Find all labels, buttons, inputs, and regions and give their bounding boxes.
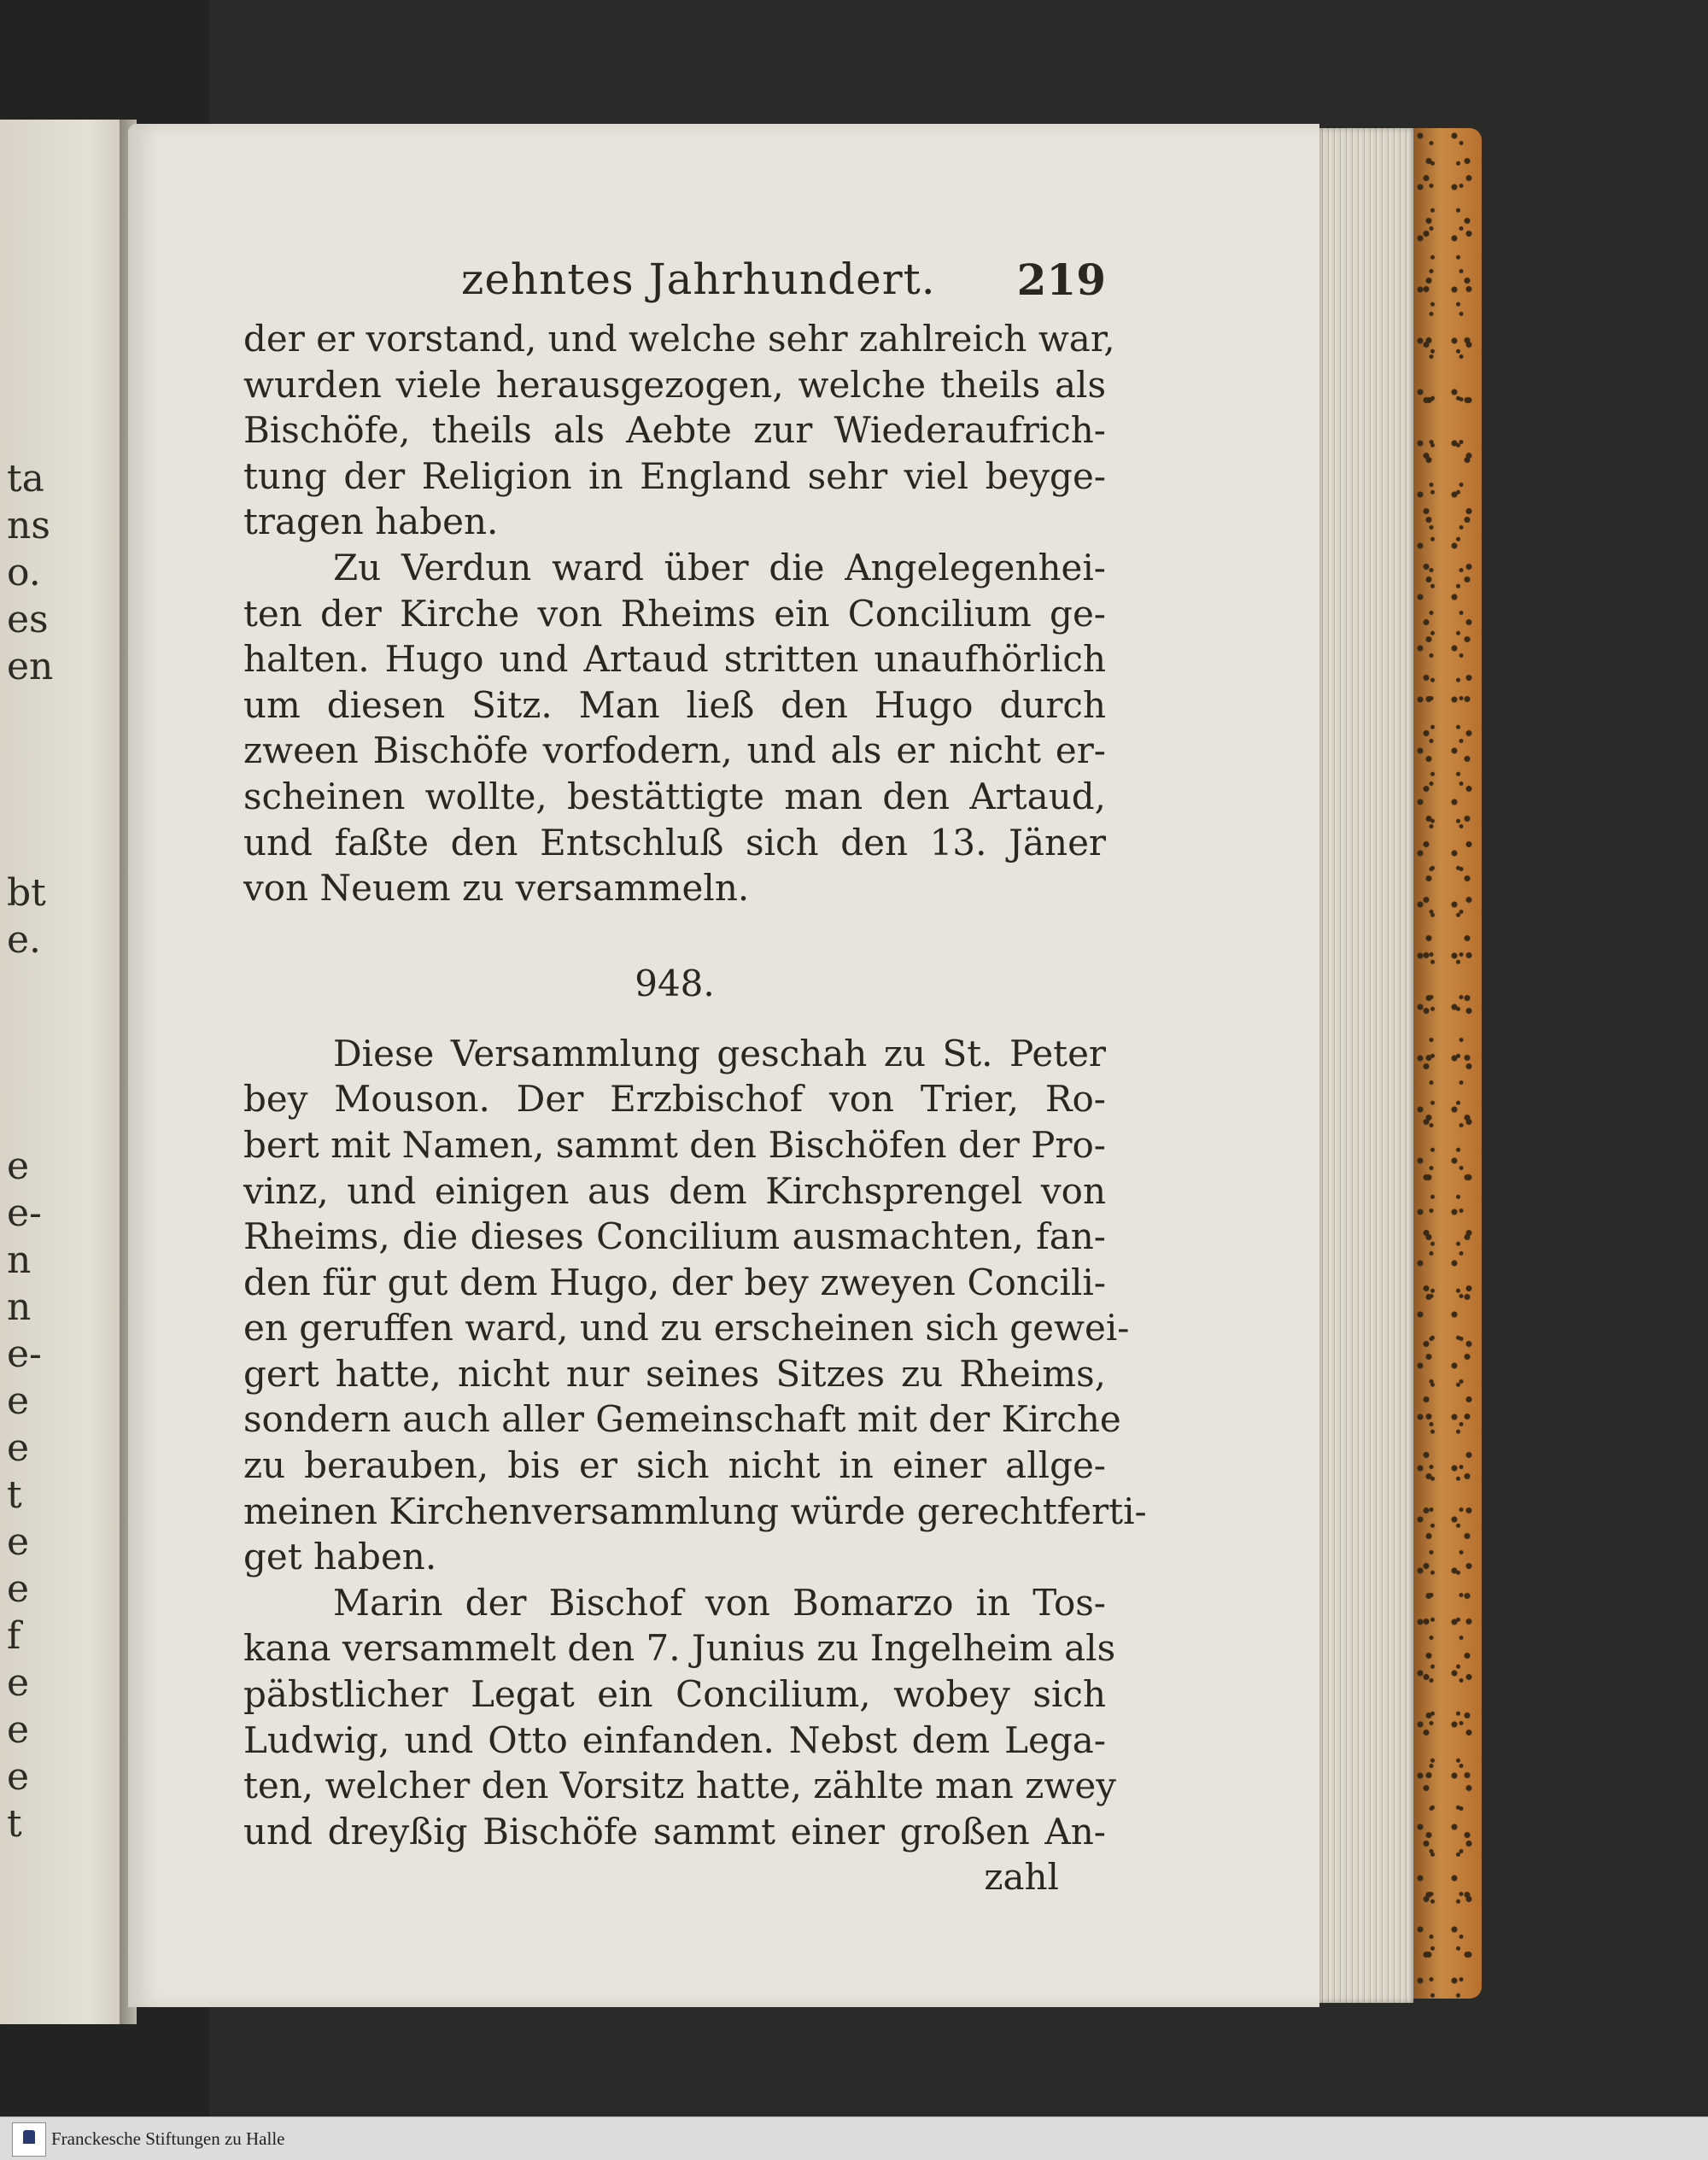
marbled-cover-edge bbox=[1413, 128, 1482, 1999]
left-fragment: e- bbox=[7, 1332, 42, 1376]
left-facing-page bbox=[0, 120, 128, 2024]
text-line: bey Mouson. Der Erzbischof von Trier, Ro- bbox=[243, 1078, 1106, 1121]
left-fragment: es bbox=[7, 598, 49, 641]
left-fragment: bt bbox=[7, 871, 46, 915]
text-line: Ludwig, und Otto einfanden. Nebst dem Lega- bbox=[243, 1718, 1106, 1761]
text-line: um diesen Sitz. Man ließ den Hugo durch bbox=[243, 683, 1106, 726]
text-line: en geruffen ward, und zu erscheinen sich gewei- bbox=[243, 1307, 1130, 1349]
paragraph-2 bbox=[243, 545, 1106, 911]
page-number: 219 bbox=[1016, 255, 1106, 305]
left-fragment: n bbox=[7, 1238, 32, 1282]
left-fragment: ta bbox=[7, 457, 44, 500]
left-page-text-fragments bbox=[0, 120, 128, 2024]
text-line: sondern auch aller Gemeinschaft mit der Kirche bbox=[243, 1398, 1121, 1441]
text-line: Marin der Bischof von Bomarzo in Tos- bbox=[333, 1581, 1106, 1624]
left-fragment: e- bbox=[7, 1191, 42, 1235]
left-fragment: e bbox=[7, 1144, 30, 1188]
text-line: bert mit Namen, sammt den Bischöfen der Pro- bbox=[243, 1123, 1106, 1166]
text-line: scheinen wollte, bestättigte man den Artaud, bbox=[243, 775, 1106, 817]
text-line: päbstlicher Legat ein Concilium, wobey sich bbox=[243, 1673, 1106, 1716]
text-line: von Neuem zu versammeln. bbox=[243, 867, 750, 910]
left-fragment: e bbox=[7, 1520, 30, 1564]
text-line: gert hatte, nicht nur seines Sitzes zu Rheims, bbox=[243, 1352, 1106, 1395]
left-fragment: t bbox=[7, 1473, 22, 1517]
footer-institution-name: Franckesche Stiftungen zu Halle bbox=[51, 2128, 285, 2149]
left-fragment: e. bbox=[7, 918, 42, 962]
running-head-title: zehntes Jahrhundert. bbox=[461, 255, 936, 304]
text-line: Rheims, die dieses Concilium ausmachten, fan- bbox=[243, 1215, 1106, 1258]
text-line: get haben. bbox=[243, 1536, 437, 1578]
left-fragment: e bbox=[7, 1426, 30, 1470]
page-text-block bbox=[243, 248, 1147, 1900]
left-fragment: e bbox=[7, 1661, 30, 1705]
footer-bar bbox=[0, 2116, 1708, 2160]
text-line: den für gut dem Hugo, der bey zweyen Concili- bbox=[243, 1261, 1106, 1303]
text-line: tung der Religion in England sehr viel beyge- bbox=[243, 454, 1106, 497]
text-line: vinz, und einigen aus dem Kirchsprengel von bbox=[243, 1169, 1106, 1212]
catchword: zahl bbox=[984, 1856, 1059, 1899]
paragraph-4 bbox=[243, 1580, 1116, 1855]
institution-logo-icon bbox=[12, 2122, 46, 2157]
text-line: Bischöfe, theils als Aebte zur Wiederaufrich- bbox=[243, 409, 1106, 452]
left-fragment: en bbox=[7, 645, 54, 688]
text-line: zu berauben, bis er sich nicht in einer allge- bbox=[243, 1444, 1106, 1487]
text-line: und faßte den Entschluß sich den 13. Jäner bbox=[243, 821, 1106, 863]
left-fragment: f bbox=[7, 1614, 21, 1658]
text-line: halten. Hugo und Artaud stritten unaufhörlich bbox=[243, 638, 1106, 681]
text-line: zween Bischöfe vorfodern, und als er nicht er- bbox=[243, 729, 1106, 772]
text-line: tragen haben. bbox=[243, 500, 499, 543]
paragraph-3 bbox=[243, 1031, 1147, 1580]
running-head bbox=[243, 248, 1106, 316]
text-line: wurden viele herausgezogen, welche theils als bbox=[243, 363, 1106, 406]
text-line: ten der Kirche von Rheims ein Concilium ge- bbox=[243, 592, 1106, 635]
text-line: Zu Verdun ward über die Angelegenhei- bbox=[333, 546, 1106, 588]
left-fragment: n bbox=[7, 1285, 32, 1329]
text-line: Diese Versammlung geschah zu St. Peter bbox=[333, 1032, 1106, 1074]
text-line: kana versammelt den 7. Junius zu Ingelheim als bbox=[243, 1627, 1116, 1670]
year-heading: 948. bbox=[635, 962, 715, 1004]
text-line: ten, welcher den Vorsitz hatte, zählte man zwey bbox=[243, 1765, 1116, 1807]
left-fragment: o. bbox=[7, 551, 41, 594]
left-fragment: e bbox=[7, 1379, 30, 1423]
text-line: und dreyßig Bischöfe sammt einer großen An- bbox=[243, 1810, 1106, 1853]
page-block-edge bbox=[1319, 128, 1413, 2003]
left-fragment: e bbox=[7, 1755, 30, 1799]
left-fragment: ns bbox=[7, 504, 50, 547]
left-fragment: t bbox=[7, 1802, 22, 1846]
paragraph-1 bbox=[243, 316, 1115, 545]
left-fragment: e bbox=[7, 1708, 30, 1752]
text-line: der er vorstand, und welche sehr zahlreich war, bbox=[243, 318, 1115, 360]
text-line: meinen Kirchenversammlung würde gerechtferti- bbox=[243, 1490, 1147, 1532]
left-fragment: e bbox=[7, 1567, 30, 1611]
